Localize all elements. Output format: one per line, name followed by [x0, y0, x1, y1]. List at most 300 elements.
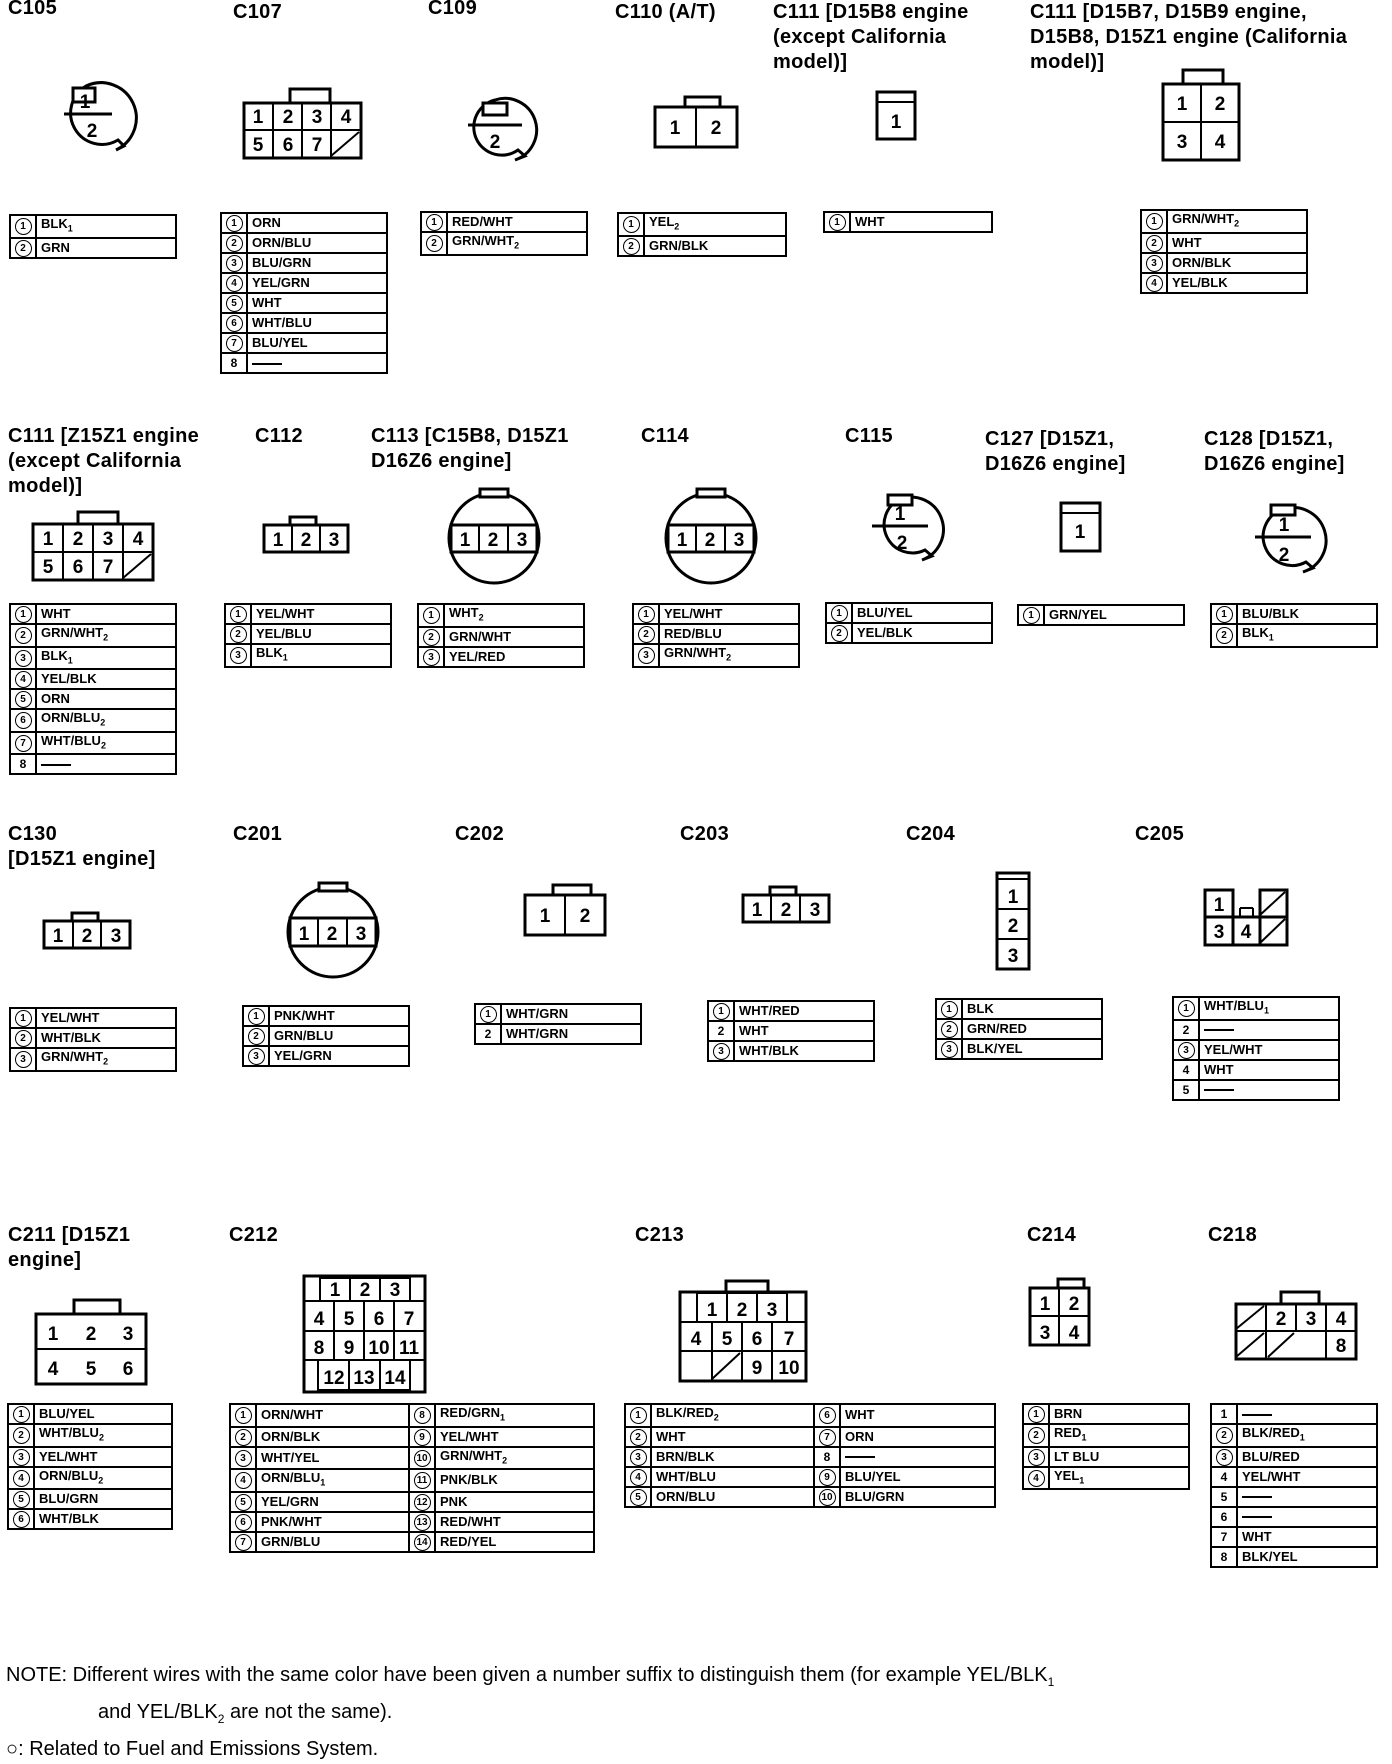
pin-number [8, 1424, 34, 1447]
fuel-emissions-circle-icon: 10 [414, 1450, 431, 1467]
svg-text:6: 6 [72, 557, 84, 578]
table-row [1211, 1507, 1377, 1527]
title-line: [D15Z1 engine] [8, 848, 156, 870]
wire-table [825, 602, 993, 644]
wire-color: RED/BLU [659, 624, 799, 644]
fuel-emissions-circle-icon: 3 [15, 650, 32, 667]
table-row [418, 604, 584, 627]
svg-text:3: 3 [311, 107, 323, 128]
wire-color: $BLK_1$ [1237, 624, 1377, 647]
svg-text:6: 6 [122, 1359, 134, 1380]
fuel-emissions-circle-icon: 5 [15, 691, 32, 708]
table-row [1141, 210, 1307, 233]
pin-number [225, 644, 251, 667]
wire-suffix: 2 [100, 717, 106, 728]
pin-number: 1 [1211, 1404, 1237, 1424]
fuel-emissions-circle-icon: 1 [15, 218, 32, 235]
wire-color: ORN [840, 1427, 995, 1447]
pin-number: 2 [475, 1024, 501, 1044]
wire-table [474, 1003, 642, 1045]
svg-text:1: 1 [539, 906, 551, 927]
table-row [10, 238, 176, 258]
table-row [826, 623, 992, 643]
wire-color: RED/WHT [435, 1512, 594, 1532]
wire-color [247, 353, 387, 373]
title-line: D16Z6 engine] [1204, 453, 1345, 475]
wire-color: $BLK_1$ [36, 215, 176, 238]
wire-color: GRN/$WHT_2$ [1167, 210, 1307, 233]
wire-table-c111c [9, 603, 177, 775]
svg-text:1: 1 [1007, 887, 1019, 908]
wire-table [624, 1403, 996, 1508]
wire-color: BLU/YEL [852, 603, 992, 623]
table-row [221, 273, 387, 293]
fuel-emissions-circle-icon: 1 [1023, 607, 1040, 624]
c111a-face [877, 92, 915, 139]
table-row [8, 1447, 172, 1467]
title-line: C105 [8, 0, 58, 19]
wire-color: GRN/$WHT_2$ [659, 644, 799, 667]
fuel-emissions-circle-icon: 9 [819, 1469, 836, 1486]
wire-color: BLU/YEL [840, 1467, 995, 1487]
pin-number [418, 627, 444, 647]
wire-color: YEL/GRN [256, 1492, 409, 1512]
wire-table-c127 [1017, 604, 1185, 626]
pin-number [225, 624, 251, 644]
pin-number [230, 1404, 256, 1427]
table-row [1211, 1467, 1377, 1487]
title-line: C203 [680, 823, 730, 845]
pin-number [409, 1427, 435, 1447]
wire-color: BLK/YEL [962, 1039, 1102, 1059]
wire-suffix: 2 [98, 1432, 104, 1443]
svg-text:3: 3 [1007, 946, 1019, 967]
svg-text:9: 9 [343, 1338, 355, 1359]
pin-number [221, 333, 247, 353]
wire-color: BLU/BLK [1237, 604, 1377, 624]
wire-table-c213 [624, 1403, 996, 1508]
fuel-emissions-circle-icon: 2 [248, 1028, 265, 1045]
title-line: C113 [C15B8, D15Z1 [371, 425, 569, 447]
title-line: C107 [233, 1, 283, 23]
wire-color: GRN/$WHT_2$ [36, 624, 176, 647]
fuel-emissions-circle-icon: 10 [819, 1489, 836, 1506]
title-line: (except California [8, 450, 182, 472]
pin-number [814, 1487, 840, 1507]
table-row [221, 353, 387, 373]
wire-color: $YEL_1$ [1049, 1467, 1189, 1490]
table-row [1211, 1404, 1377, 1424]
table-row [230, 1492, 594, 1512]
wire-suffix: 2 [478, 612, 484, 623]
svg-text:3: 3 [733, 530, 745, 551]
table-row [221, 213, 387, 233]
pin-number [421, 232, 447, 255]
c203-face [743, 887, 829, 922]
wire-table-c115 [825, 602, 993, 644]
wire-table-c111b [1140, 209, 1308, 294]
fuel-emissions-circle-icon: 2 [235, 1429, 252, 1446]
wire-color: $YEL_2$ [644, 213, 786, 236]
wire-table-c114 [632, 603, 800, 668]
svg-text:3: 3 [1213, 922, 1225, 943]
table-row [421, 232, 587, 255]
table-row [475, 1024, 641, 1044]
table-row [8, 1467, 172, 1490]
wire-table-c112 [224, 603, 392, 668]
wire-color: WHT [850, 212, 992, 232]
fuel-emissions-circle-icon: 1 [829, 214, 846, 231]
pin-number [409, 1492, 435, 1512]
wire-table-c107 [220, 212, 388, 374]
note-line-2-subscript: 2 [217, 1712, 225, 1726]
svg-text:4: 4 [1240, 922, 1252, 943]
c127-face [1061, 503, 1100, 551]
fuel-emissions-circle-icon: 1 [713, 1003, 730, 1020]
wire-color: RED/$GRN_1$ [435, 1404, 594, 1427]
svg-text:14: 14 [384, 1368, 406, 1389]
wire-color: WHT/$BLU_2$ [34, 1424, 172, 1447]
pin-number [221, 233, 247, 253]
svg-text:2: 2 [489, 132, 501, 153]
svg-text:3: 3 [328, 530, 340, 551]
pin-number [625, 1467, 651, 1487]
pin-number [230, 1469, 256, 1492]
pin-number [826, 623, 852, 643]
wire-color: WHT/YEL [256, 1447, 409, 1470]
title-line: C111 [D15B7, D15B9 engine, [1030, 1, 1307, 23]
svg-text:2: 2 [326, 924, 338, 945]
wire-table-c214 [1022, 1403, 1190, 1490]
wire-color: GRN/RED [962, 1019, 1102, 1039]
table-row [1211, 624, 1377, 647]
note-line-3: ○: Related to Fuel and Emissions System. [6, 1738, 379, 1760]
svg-text:7: 7 [102, 557, 114, 578]
table-row [243, 1006, 409, 1026]
fuel-emissions-circle-icon: 1 [1028, 1406, 1045, 1423]
table-row [1211, 1487, 1377, 1507]
pin-number [221, 293, 247, 313]
svg-text:2: 2 [300, 530, 312, 551]
fuel-emissions-circle-icon: 2 [426, 235, 443, 252]
pin-number [221, 273, 247, 293]
wire-color: BLU/GRN [247, 253, 387, 273]
table-row [618, 213, 786, 236]
wire-color: $BLK_1$ [251, 644, 391, 667]
wire-suffix: 2 [713, 1412, 719, 1423]
wire-color: RED/YEL [435, 1532, 594, 1552]
fuel-emissions-circle-icon: 2 [1146, 235, 1163, 252]
wire-color: $BLK_1$ [36, 647, 176, 670]
svg-text:4: 4 [47, 1359, 59, 1380]
c205-face [1205, 890, 1287, 945]
wire-color: ORN [36, 689, 176, 709]
svg-text:3: 3 [102, 529, 114, 550]
wire-color: PNK/BLK [435, 1469, 594, 1492]
table-row [8, 1489, 172, 1509]
pin-number: 8 [1211, 1547, 1237, 1567]
wire-color: GRN/YEL [1044, 605, 1184, 625]
fuel-emissions-circle-icon: 2 [226, 235, 243, 252]
wire-table [935, 998, 1103, 1060]
pin-number [10, 1028, 36, 1048]
wire-color: YEL/WHT [659, 604, 799, 624]
svg-text:11: 11 [398, 1338, 420, 1359]
wire-color: BLK/YEL [1237, 1547, 1377, 1567]
fuel-emissions-circle-icon: 3 [1146, 255, 1163, 272]
pin-number [243, 1026, 269, 1046]
fuel-emissions-circle-icon: 6 [235, 1514, 252, 1531]
table-row [10, 1008, 176, 1028]
table-row [221, 293, 387, 313]
title-line: model)] [1030, 51, 1105, 73]
pin-number [8, 1509, 34, 1529]
pin-number [421, 212, 447, 232]
fuel-emissions-circle-icon: 2 [630, 1429, 647, 1446]
svg-text:1: 1 [252, 107, 264, 128]
pin-number [10, 215, 36, 238]
svg-text:4: 4 [1214, 132, 1226, 153]
wire-suffix: 2 [726, 652, 732, 663]
svg-text:2: 2 [85, 1324, 97, 1345]
fuel-emissions-circle-icon: 3 [630, 1449, 647, 1466]
table-row [1211, 1547, 1377, 1567]
title-line: C127 [D15Z1, [985, 428, 1115, 450]
table-row [243, 1046, 409, 1066]
c109-face [468, 98, 537, 160]
pin-number [409, 1447, 435, 1470]
fuel-emissions-circle-icon: 5 [13, 1491, 30, 1508]
fuel-emissions-circle-icon: 2 [15, 627, 32, 644]
svg-text:4: 4 [313, 1309, 325, 1330]
table-row [625, 1404, 995, 1427]
pin-number [708, 1001, 734, 1021]
pin-number [409, 1469, 435, 1492]
wire-color: PNK [435, 1492, 594, 1512]
wire-suffix: 2 [103, 632, 109, 643]
pin-number [225, 604, 251, 624]
table-row [221, 333, 387, 353]
fuel-emissions-circle-icon: 3 [230, 647, 247, 664]
title-line: engine] [8, 1249, 82, 1271]
fuel-emissions-circle-icon: 3 [1178, 1042, 1195, 1059]
svg-text:2: 2 [487, 530, 499, 551]
wire-color [1237, 1507, 1377, 1527]
svg-text:10: 10 [368, 1338, 390, 1359]
pin-number: 6 [1211, 1507, 1237, 1527]
table-row [1211, 604, 1377, 624]
note-line-2-end: are not the same). [224, 1701, 393, 1723]
pin-number [243, 1046, 269, 1066]
wire-color: BLU/GRN [34, 1489, 172, 1509]
svg-text:2: 2 [359, 1280, 371, 1301]
wire-suffix: 2 [103, 1056, 109, 1067]
pin-number [1173, 997, 1199, 1020]
svg-text:2: 2 [736, 1300, 748, 1321]
wire-color: YEL/BLU [251, 624, 391, 644]
wire-color: WHT/BLU [247, 313, 387, 333]
fuel-emissions-circle-icon: 3 [638, 647, 655, 664]
table-row [1173, 1020, 1339, 1040]
fuel-emissions-circle-icon: 9 [414, 1429, 431, 1446]
table-row [826, 603, 992, 623]
table-row [1023, 1447, 1189, 1467]
table-row [10, 604, 176, 624]
table-row [625, 1447, 995, 1467]
svg-text:5: 5 [85, 1359, 97, 1380]
svg-text:8: 8 [1335, 1336, 1347, 1357]
wire-color: BLK/$RED_2$ [651, 1404, 814, 1427]
c114-face [666, 489, 756, 583]
pin-number [1173, 1040, 1199, 1060]
wire-color: GRN/BLK [644, 236, 786, 256]
wire-suffix: 2 [502, 1455, 508, 1466]
svg-text:5: 5 [721, 1329, 733, 1350]
table-row [10, 1028, 176, 1048]
pin-number [936, 1019, 962, 1039]
wire-color: BLU/RED [1237, 1447, 1377, 1467]
svg-text:3: 3 [1305, 1309, 1317, 1330]
wire-color: PNK/WHT [269, 1006, 409, 1026]
wire-color: WHT/BLU [651, 1467, 814, 1487]
wire-suffix: 1 [1299, 1432, 1305, 1443]
wire-color: GRN/$WHT_2$ [36, 1048, 176, 1071]
pin-number [230, 1512, 256, 1532]
svg-text:1: 1 [1039, 1294, 1051, 1315]
wire-table [224, 603, 392, 668]
table-row [1173, 1040, 1339, 1060]
title-line: C114 [641, 425, 689, 447]
fuel-emissions-circle-icon: 1 [15, 1010, 32, 1027]
wire-color: BLU/YEL [247, 333, 387, 353]
svg-text:3: 3 [809, 900, 821, 921]
pin-number [633, 624, 659, 644]
title-line: C128 [D15Z1, [1204, 428, 1334, 450]
wire-color: BRN/BLK [651, 1447, 814, 1467]
fuel-emissions-circle-icon: 2 [941, 1021, 958, 1038]
wire-table [1017, 604, 1185, 626]
wire-color: YEL/BLK [36, 669, 176, 689]
title-line: C109 [428, 0, 478, 19]
title-line: C213 [635, 1224, 685, 1246]
wire-table-c205 [1172, 996, 1340, 1101]
svg-text:5: 5 [252, 135, 264, 156]
fuel-emissions-circle-icon: 3 [713, 1043, 730, 1060]
pin-number: 2 [1173, 1020, 1199, 1040]
svg-text:1: 1 [751, 900, 763, 921]
table-row [1211, 1527, 1377, 1547]
table-row [418, 647, 584, 667]
table-row [243, 1026, 409, 1046]
title-line: C212 [229, 1224, 279, 1246]
svg-text:1: 1 [42, 529, 54, 550]
fuel-emissions-circle-icon: 4 [13, 1470, 30, 1487]
wire-color: ORN/WHT [256, 1404, 409, 1427]
svg-text:6: 6 [282, 135, 294, 156]
svg-text:1: 1 [329, 1280, 341, 1301]
table-row [1173, 1060, 1339, 1080]
title-line: C218 [1208, 1224, 1258, 1246]
wire-table [617, 212, 787, 257]
fuel-emissions-circle-icon: 2 [15, 240, 32, 257]
fuel-emissions-circle-icon: 4 [1146, 275, 1163, 292]
pin-number [814, 1467, 840, 1487]
pin-number [243, 1006, 269, 1026]
svg-text:2: 2 [81, 926, 93, 947]
pin-number [814, 1404, 840, 1427]
fuel-emissions-circle-icon: 11 [414, 1472, 431, 1489]
wire-table-c203 [707, 1000, 875, 1062]
table-row [1211, 1447, 1377, 1467]
pin-number [8, 1447, 34, 1467]
pin-number [10, 624, 36, 647]
svg-text:5: 5 [42, 557, 54, 578]
pin-number [221, 253, 247, 273]
svg-text:2: 2 [1068, 1294, 1080, 1315]
table-row [633, 624, 799, 644]
wire-color: WHT [651, 1427, 814, 1447]
wire-color: $RED_1$ [1049, 1424, 1189, 1447]
table-row [230, 1532, 594, 1552]
table-row [1141, 233, 1307, 253]
title-line: D16Z6 engine] [371, 450, 512, 472]
wire-table [1022, 1403, 1190, 1490]
pin-number: 8 [10, 754, 36, 774]
svg-text:6: 6 [751, 1329, 763, 1350]
fuel-emissions-circle-icon: 1 [423, 607, 440, 624]
svg-text:1: 1 [459, 530, 471, 551]
wire-table-c201 [242, 1005, 410, 1067]
pin-number [824, 212, 850, 232]
svg-text:1: 1 [79, 92, 91, 113]
svg-text:1: 1 [669, 118, 681, 139]
fuel-emissions-circle-icon: 1 [480, 1006, 497, 1023]
wire-suffix: 2 [1234, 218, 1240, 229]
pin-number [10, 669, 36, 689]
fuel-emissions-circle-icon: 1 [1178, 1000, 1195, 1017]
svg-text:1: 1 [52, 926, 64, 947]
fuel-emissions-circle-icon: 1 [1146, 213, 1163, 230]
table-row [1141, 273, 1307, 293]
table-row [230, 1404, 594, 1427]
svg-text:1: 1 [1074, 522, 1086, 543]
svg-text:4: 4 [1068, 1323, 1080, 1344]
title-line: D16Z6 engine] [985, 453, 1126, 475]
c202-face [525, 885, 605, 935]
wire-suffix: 2 [514, 240, 520, 251]
wire-suffix: 1 [320, 1477, 326, 1488]
pin-number [10, 1048, 36, 1071]
pin-number [826, 603, 852, 623]
wire-color: WHT [734, 1021, 874, 1041]
fuel-emissions-circle-icon: 1 [623, 216, 640, 233]
fuel-emissions-circle-icon: 1 [941, 1001, 958, 1018]
title-line: C214 [1027, 1224, 1077, 1246]
no-wire-dash [845, 1456, 875, 1458]
table-row [708, 1041, 874, 1061]
wire-color: WHT/GRN [501, 1004, 641, 1024]
fuel-emissions-circle-icon: 2 [230, 626, 247, 643]
wire-table-c212 [229, 1403, 595, 1553]
wire-table-c202 [474, 1003, 642, 1045]
fuel-emissions-circle-icon: 6 [819, 1407, 836, 1424]
wire-color: LT BLU [1049, 1447, 1189, 1467]
fuel-emissions-circle-icon: 1 [630, 1407, 647, 1424]
no-wire-dash [1204, 1029, 1234, 1031]
title-line: C202 [455, 823, 505, 845]
fuel-emissions-circle-icon: 1 [638, 606, 655, 623]
wire-color [1199, 1080, 1339, 1100]
